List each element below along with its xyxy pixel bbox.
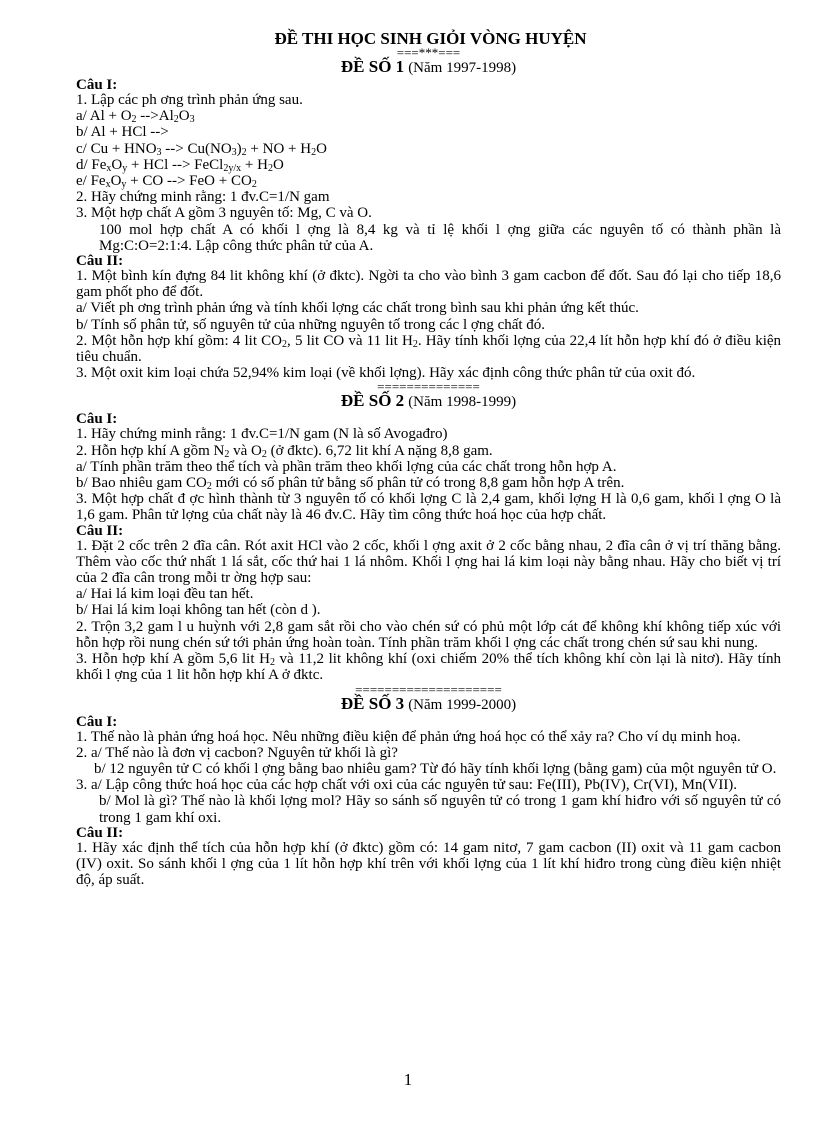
question-text: b/ Hai lá kim loại không tan hết (còn d ). [76,602,321,619]
question-text: 2. Trộn 3,2 gam l u huỳnh với 2,8 gam sắt rồi cho vào chén sứ có phủ một lớp cát để không khí không tiếp xúc với hỗn hợp rồi nung chén sứ tới phản ứng hoàn toàn. Tính phần trăm khối l ợng các chất trong chén sứ sau khi nung. [76,618,781,651]
question-text: 100 mol hợp chất A có khối l ợng là 8,4 kg và tỉ lệ khối l ợng giữa các nguyên tố có thành phần là Mg:C:O=2:1:4. Lập công thức phân tử của A. [99,221,781,254]
question-text: b/ Tính số phân tử, số nguyên tử của những nguyên tố trong các l ợng chất đó. [76,316,546,333]
equation-line: e/ $Fe_xO_y$ + CO --> FeO + $CO_2$ [76,173,257,191]
section-year: (Năm 1999-2000) [408,696,517,713]
exam-page [76,30,781,888]
question-text: 2. Hãy chứng minh rằng: 1 đv.C=1/N gam [76,189,330,206]
section-divider: ==================== [355,681,502,697]
question-text: 1. Đặt 2 cốc trên 2 đĩa cân. Rót axit HCl vào 2 cốc, khối l ợng axit ở 2 cốc bằng nhau, 2 đĩa cân ở vị trí thăng bằng. Thêm vào cốc thứ nhất 1 lá sắt, cốc thứ hai 1 lá nhôm. Khối l ợng hai lá kim loại này bằng nhau. Hãy cho biết vị trí của 2 đĩa cân trong mỗi tr ờng hợp sau: [76,537,781,587]
page-number: 1 [403,1070,413,1089]
question-text: 3. Hỗn hợp khí A gồm 5,6 lit $H_2$ và 11,2 lit không khí (oxi chiếm 20% thể tích không khí còn lại là nitơ). Hãy tính khối l ợng của 1 lit hỗn hợp khí A ở đktc. [76,651,781,684]
question-text: 1. Hãy chứng minh rằng: 1 đv.C=1/N gam (N là số Avogađro) [76,426,448,443]
equation-line: a/ $Al + O_2$ $-->Al_2O_3$ [76,108,195,126]
question-text: b/ 12 nguyên tử C có khối l ợng bằng bao nhiêu gam? Từ đó hãy tính khối lợng (bằng gam) của một nguyên tử O. [94,760,777,777]
page-title: ĐỀ THI HỌC SINH GIỎI VÒNG HUYỆN [274,29,587,48]
question-text: a/ Hai lá kim loại đều tan hết. [76,586,254,603]
question-heading: Câu I: [76,77,118,93]
question-text: 3. a/ Lập công thức hoá học của các hợp chất với oxi của các nguyên tử sau: Fe(III), Pb(IV), Cr(VI), Mn(VII). [76,777,738,794]
question-heading: Câu II: [76,522,124,539]
question-text: 3. Một oxit kim loại chứa 52,94% kim loại (về khối lợng). Hãy xác định công thức phân tử của oxit đó. [76,365,696,382]
section-year: (Năm 1998-1999) [408,394,517,411]
question-text: b/ Bao nhiêu gam $CO_2$ mới có số phân tử bằng số phân tử có trong 8,8 gam hỗn hợp A trên. [76,475,625,493]
exam-section-2 [76,391,781,697]
section-number: ĐỀ SỐ 3 [340,693,405,713]
equation-line: c/ $Cu + HNO_3$ --> $Cu(NO_3)_2$ + NO + $H_2O$ [76,140,327,158]
question-heading: Câu II: [76,824,124,841]
section-divider: ============== [377,379,480,395]
question-heading: Câu I: [76,713,118,730]
question-text: 1. Thế nào là phản ứng hoá học. Nêu những điều kiện để phản ứng hoá học có thể xảy ra? Cho ví dụ minh hoạ. [76,728,741,745]
question-text: a/ Tính phần trăm theo thể tích và phần trăm theo khối lợng của các chất trong hỗn hợp A. [76,458,617,475]
section-number: ĐỀ SỐ 2 [340,391,405,411]
section-heading [76,58,781,77]
question-heading: Câu II: [76,253,124,270]
question-text: a/ Viết ph ơng trình phản ứng và tính khối lợng các chất trong bình sau khi phản ứng kết thúc. [76,300,639,317]
question-text: 1. Hãy xác định thể tích của hỗn hợp khí (ở đktc) gồm có: 14 gam nitơ, 7 gam cacbon (II) oxit và 11 gam cacbon (IV) oxit. So sánh khối l ợng của 1 lít hỗn hợp khí trên với khối lợng của 1 lít khí hiđro trong cùng điều kiện nhiệt độ, áp suất. [76,839,781,889]
title-ornament: ===***=== [396,45,461,60]
question-text: 2. Một hỗn hợp khí gồm: 4 lit $CO_2$, 5 lit CO và 11 lit $H_2$. Hãy tính khối lợng của 22,4 lít hỗn hợp khí đó ở điều kiện tiêu chuẩn. [76,332,782,366]
section-year: (Năm 1997-1998) [408,60,517,76]
question-text: 3. Một hợp chất A gồm 3 nguyên tố: Mg, C và O. [76,205,372,222]
question-text: 1. Lập các ph ơng trình phản ứng sau. [76,92,303,108]
question-text: 2. a/ Thế nào là đơn vị cacbon? Nguyên tử khối là gì? [76,744,398,761]
exam-section-3 [76,695,781,889]
exam-section-1 [76,57,782,395]
section-heading [76,695,781,714]
question-text: 2. Hỗn hợp khí A gồm $N_2$ và $O_2$ (ở đktc). 6,72 lit khí A nặng 8,8 gam. [76,442,493,460]
question-text: 1. Một bình kín đựng 84 lit không khí (ở đktc). Ngời ta cho vào bình 3 gam cacbon để đốt. Sau đó lại cho tiếp 18,6 gam phốt pho để đốt. [76,268,781,301]
section-heading [76,392,781,411]
section-number: ĐỀ SỐ 1 [340,57,405,76]
question-heading: Câu I: [76,411,118,428]
question-text: 3. Một hợp chất đ ợc hình thành từ 3 nguyên tố có khối lợng C là 2,4 gam, khối lợng H là 0,6 gam, khối l ợng O là 1,6 gam. Phân tử lợng của chất này là 46 đv.C. Hãy tìm công thức hoá học của hợp chất. [76,491,781,524]
question-text: b/ Mol là gì? Thế nào là khối lợng mol? Hãy so sánh số nguyên tử có trong 1 gam khí hiđro với số nguyên tử có trong 1 gam khí oxi. [99,793,781,826]
equation-line: b/ Al + HCl --> [76,124,169,141]
equation-line: d/ $Fe_xO_y$ + HCl --> FeCl$_{2y/x}$ + $H_2O$ [76,156,284,174]
